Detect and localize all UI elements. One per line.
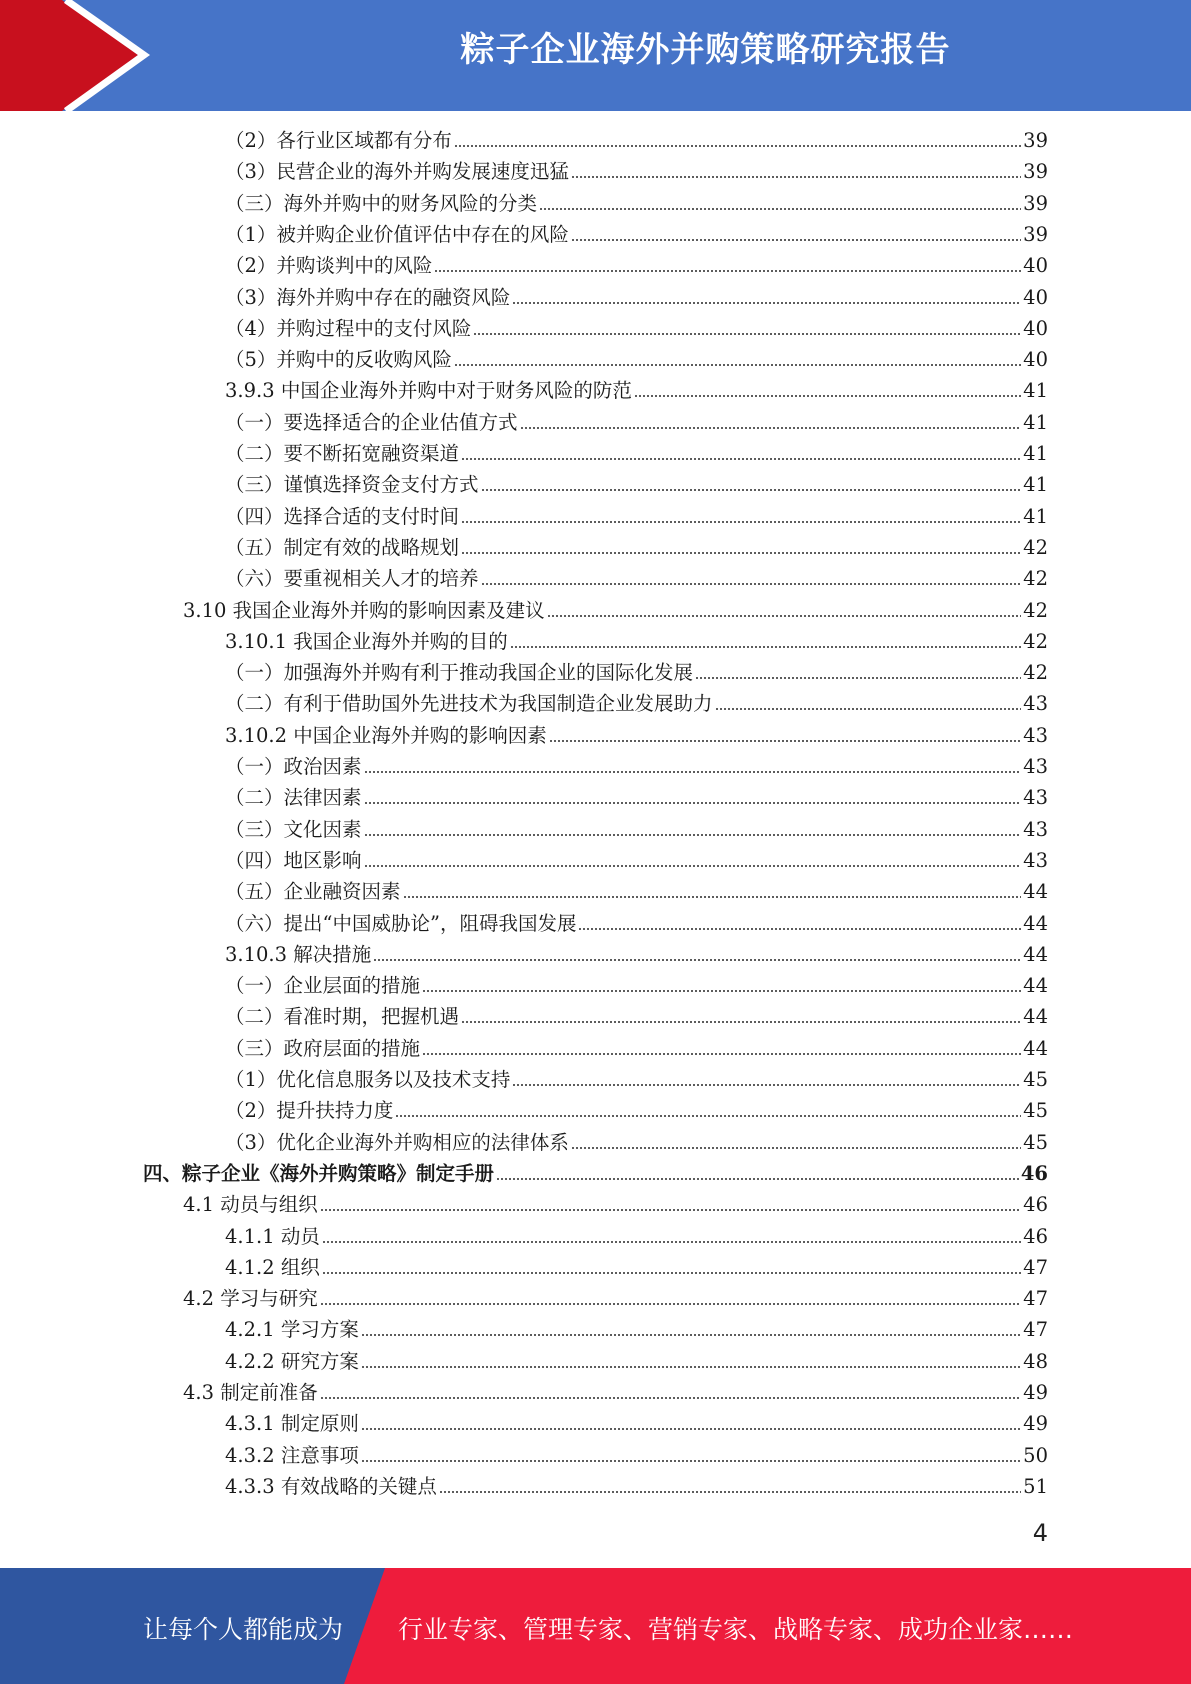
toc-entry[interactable] [225, 345, 1048, 375]
toc-entry-page: 41 [1023, 504, 1048, 528]
toc-entry-page: 41 [1023, 473, 1048, 497]
toc-entry-page: 45 [1023, 1068, 1048, 1091]
toc-entry[interactable] [225, 658, 1048, 688]
toc-dot-leader [481, 488, 1022, 492]
toc-entry-page: 46 [1023, 1193, 1048, 1217]
toc-dot-leader [320, 1208, 1021, 1212]
toc-entry-title: 4.2.2 研究方案 [225, 1349, 359, 1373]
toc-dot-leader [496, 1177, 1019, 1181]
toc-entry-page: 42 [1023, 567, 1048, 591]
toc-entry-title: （二）法律因素 [225, 786, 362, 810]
toc-entry-title: （3）海外并购中存在的融资风险 [225, 285, 511, 309]
toc-entry-page: 41 [1023, 442, 1048, 465]
toc-entry[interactable] [183, 1284, 1048, 1314]
toc-entry-title: 4.1.2 组织 [225, 1255, 320, 1279]
toc-dot-leader [361, 1333, 1021, 1337]
toc-entry[interactable] [225, 408, 1048, 438]
toc-entry[interactable] [225, 1002, 1048, 1032]
toc-entry-title: （5）并购中的反收购风险 [225, 348, 452, 372]
toc-entry-page: 40 [1023, 316, 1048, 340]
toc-entry[interactable] [225, 126, 1048, 156]
toc-dot-leader [539, 207, 1021, 211]
toc-entry-title: （2）各行业区域都有分布 [225, 129, 452, 152]
toc-entry-title: 四、粽子企业《海外并购策略》制定手册 [143, 1161, 495, 1185]
toc-entry-page: 41 [1023, 379, 1048, 403]
toc-entry[interactable] [225, 971, 1048, 1001]
toc-entry-page: 43 [1023, 786, 1048, 810]
toc-entry[interactable] [225, 1096, 1048, 1126]
toc-entry[interactable] [225, 251, 1048, 281]
toc-entry[interactable] [225, 783, 1048, 813]
toc-dot-leader [364, 801, 1022, 805]
toc-entry-title: （一）加强海外并购有利于推动我国企业的国际化发展 [225, 661, 694, 685]
toc-entry-page: 49 [1023, 1412, 1048, 1436]
toc-entry-title: （五）制定有效的战略规划 [225, 535, 460, 559]
toc-entry[interactable] [183, 1378, 1048, 1408]
toc-entry-title: （4）并购过程中的支付风险 [225, 316, 472, 340]
toc-entry-title: 4.2.1 学习方案 [225, 1318, 359, 1342]
toc-entry[interactable] [225, 220, 1048, 250]
toc-entry[interactable] [225, 1065, 1048, 1095]
toc-entry-title: （三）文化因素 [225, 817, 362, 841]
toc-dot-leader [373, 958, 1021, 962]
toc-dot-leader [322, 1240, 1021, 1244]
toc-entry-page: 44 [1023, 1005, 1048, 1029]
toc-entry-page: 49 [1023, 1381, 1048, 1404]
toc-entry[interactable] [225, 940, 1048, 970]
toc-entry-page: 40 [1023, 285, 1048, 309]
toc-entry-title: 3.10.1 我国企业海外并购的目的 [225, 629, 508, 653]
toc-entry-title: （3）民营企业的海外并购发展速度迅猛 [225, 160, 569, 184]
toc-entry[interactable] [225, 1441, 1048, 1471]
toc-entry-title: （三）政府层面的措施 [225, 1036, 421, 1060]
toc-entry[interactable] [225, 846, 1048, 876]
toc-entry-page: 45 [1023, 1130, 1048, 1154]
toc-entry-title: 3.9.3 中国企业海外并购中对于财务风险的防范 [225, 379, 632, 403]
toc-dot-leader [361, 1427, 1021, 1431]
toc-entry-page: 42 [1023, 661, 1048, 685]
toc-entry-page: 44 [1023, 942, 1048, 966]
toc-entry-page: 44 [1023, 974, 1048, 998]
toc-dot-leader [461, 520, 1021, 524]
toc-entry-title: 4.2 学习与研究 [183, 1287, 318, 1311]
toc-entry-title: 4.3.3 有效战略的关键点 [225, 1474, 437, 1498]
toc-entry-page: 40 [1023, 254, 1048, 278]
page-number: 4 [1032, 1519, 1048, 1547]
toc-entry-title: （三）海外并购中的财务风险的分类 [225, 191, 538, 215]
toc-dot-leader [571, 238, 1021, 242]
toc-dot-leader [481, 582, 1022, 586]
toc-entry[interactable] [225, 1128, 1048, 1158]
toc-entry-title: （四）选择合适的支付时间 [225, 504, 460, 528]
toc-entry[interactable] [225, 877, 1048, 907]
toc-dot-leader [461, 1020, 1021, 1024]
toc-entry-page: 51 [1023, 1474, 1048, 1498]
toc-entry[interactable] [225, 721, 1048, 751]
toc-dot-leader [434, 269, 1021, 273]
toc-dot-leader [461, 551, 1021, 555]
toc-entry-page: 43 [1023, 723, 1048, 747]
toc-entry-title: 4.1 动员与组织 [183, 1193, 318, 1217]
toc-dot-leader [364, 833, 1022, 837]
toc-entry-page: 43 [1023, 848, 1048, 872]
toc-dot-leader [571, 1146, 1021, 1150]
toc-entry-page: 40 [1023, 348, 1048, 372]
toc-dot-leader [422, 989, 1021, 993]
page-footer [0, 1568, 1191, 1684]
toc-dot-leader [473, 332, 1021, 336]
toc-entry-page: 43 [1023, 692, 1048, 716]
toc-entry[interactable] [225, 533, 1048, 563]
toc-entry-page: 47 [1023, 1287, 1048, 1311]
toc-entry-page: 46 [1020, 1161, 1048, 1185]
toc-entry[interactable] [143, 1159, 1048, 1189]
toc-dot-leader [320, 1302, 1021, 1306]
toc-entry[interactable] [225, 627, 1048, 657]
toc-entry-title: 4.1.1 动员 [225, 1224, 320, 1248]
toc-entry[interactable] [225, 689, 1048, 719]
toc-entry[interactable] [225, 1253, 1048, 1283]
toc-entry-page: 48 [1023, 1349, 1048, 1373]
toc-entry-title: （1）优化信息服务以及技术支持 [225, 1068, 511, 1091]
toc-entry[interactable] [225, 376, 1048, 406]
toc-entry-title: （六）提出“中国威胁论”，阻碍我国发展 [225, 911, 577, 935]
toc-entry-title: （1）被并购企业价值评估中存在的风险 [225, 222, 569, 246]
toc-dot-leader [439, 1490, 1021, 1494]
toc-entry[interactable] [225, 470, 1048, 500]
toc-entry-page: 42 [1023, 535, 1048, 559]
toc-entry-title: （二）看准时期，把握机遇 [225, 1005, 460, 1029]
toc-entry-page: 45 [1023, 1099, 1048, 1123]
toc-dot-leader [454, 363, 1021, 367]
toc-dot-leader [549, 739, 1021, 743]
toc-dot-leader [510, 645, 1021, 649]
toc-dot-leader [695, 676, 1021, 680]
toc-dot-leader [364, 770, 1022, 774]
toc-entry[interactable] [183, 1190, 1048, 1220]
report-title: 粽子企业海外并购策略研究报告 [460, 30, 951, 70]
toc-entry-title: （二）有利于借助国外先进技术为我国制造企业发展助力 [225, 692, 713, 716]
toc-entry-page: 39 [1023, 191, 1048, 215]
toc-entry-title: （3）优化企业海外并购相应的法律体系 [225, 1130, 569, 1154]
toc-entry-page: 42 [1023, 629, 1048, 653]
toc-dot-leader [547, 614, 1022, 618]
toc-entry[interactable] [225, 909, 1048, 939]
toc-entry-page: 43 [1023, 817, 1048, 841]
toc-entry-page: 46 [1023, 1224, 1048, 1248]
toc-entry[interactable] [225, 189, 1048, 219]
toc-entry-page: 47 [1023, 1318, 1048, 1342]
toc-entry[interactable] [225, 1315, 1048, 1345]
toc-entry-page: 47 [1023, 1255, 1048, 1279]
toc-dot-leader [361, 1365, 1021, 1369]
toc-entry-title: （2）并购谈判中的风险 [225, 254, 433, 278]
toc-entry-title: （一）政治因素 [225, 755, 362, 778]
toc-entry-title: （六）要重视相关人才的培养 [225, 567, 479, 591]
toc-dot-leader [395, 1114, 1021, 1118]
toc-entry-page: 44 [1023, 880, 1048, 904]
toc-dot-leader [634, 394, 1021, 398]
toc-entry[interactable] [183, 596, 1048, 626]
toc-dot-leader [571, 175, 1021, 179]
toc-dot-leader [403, 895, 1022, 899]
toc-dot-leader [454, 144, 1021, 148]
footer-slogan: 让每个人都能成为 [143, 1615, 344, 1644]
toc-entry-title: 4.3.1 制定原则 [225, 1412, 359, 1436]
toc-entry[interactable] [225, 1034, 1048, 1064]
toc-entry[interactable] [225, 314, 1048, 344]
toc-dot-leader [422, 1052, 1021, 1056]
toc-dot-leader [320, 1396, 1021, 1400]
toc-entry-page: 44 [1023, 1036, 1048, 1060]
toc-entry-page: 39 [1023, 222, 1048, 246]
toc-entry[interactable] [225, 815, 1048, 845]
toc-dot-leader [461, 457, 1021, 461]
toc-entry[interactable] [225, 1222, 1048, 1252]
toc-entry-title: （五）企业融资因素 [225, 880, 401, 904]
toc-entry-title: 3.10 我国企业海外并购的影响因素及建议 [183, 598, 545, 622]
toc-entry-page: 43 [1023, 755, 1048, 778]
toc-dot-leader [520, 426, 1022, 430]
footer-roles: 行业专家、管理专家、营销专家、战略专家、成功企业家…… [398, 1615, 1074, 1644]
toc-entry-title: 3.10.2 中国企业海外并购的影响因素 [225, 723, 547, 747]
toc-entry[interactable] [225, 502, 1048, 532]
toc-entry-page: 50 [1023, 1443, 1048, 1467]
toc-entry[interactable] [225, 1472, 1048, 1502]
toc-entry[interactable] [225, 1347, 1048, 1377]
toc-entry-title: 4.3.2 注意事项 [225, 1443, 359, 1467]
toc-entry-title: 3.10.3 解决措施 [225, 942, 372, 966]
toc-entry-page: 41 [1023, 410, 1048, 434]
toc-entry[interactable] [225, 157, 1048, 187]
toc-dot-leader [578, 927, 1021, 931]
toc-entry-page: 42 [1023, 598, 1048, 622]
toc-entry-title: 4.3 制定前准备 [183, 1381, 318, 1404]
toc-dot-leader [364, 864, 1022, 868]
toc-entry-title: （一）企业层面的措施 [225, 974, 421, 998]
toc-entry[interactable] [225, 439, 1048, 469]
toc-entry-page: 44 [1023, 911, 1048, 935]
page-header [0, 0, 1191, 111]
toc-entry-title: （2）提升扶持力度 [225, 1099, 394, 1123]
toc-entry-title: （一）要选择适合的企业估值方式 [225, 410, 518, 434]
toc-entry-title: （二）要不断拓宽融资渠道 [225, 442, 460, 465]
toc-entry[interactable] [225, 564, 1048, 594]
toc-entry-title: （四）地区影响 [225, 848, 362, 872]
toc-dot-leader [361, 1459, 1021, 1463]
toc-entry[interactable] [225, 283, 1048, 313]
toc-entry[interactable] [225, 1409, 1048, 1439]
toc-dot-leader [512, 1083, 1021, 1087]
toc-dot-leader [512, 301, 1021, 305]
toc-dot-leader [322, 1271, 1021, 1275]
toc-entry-title: （三）谨慎选择资金支付方式 [225, 473, 479, 497]
toc-dot-leader [715, 707, 1022, 711]
toc-entry[interactable] [225, 752, 1048, 782]
toc-entry-page: 39 [1023, 129, 1048, 152]
toc-entry-page: 39 [1023, 160, 1048, 184]
